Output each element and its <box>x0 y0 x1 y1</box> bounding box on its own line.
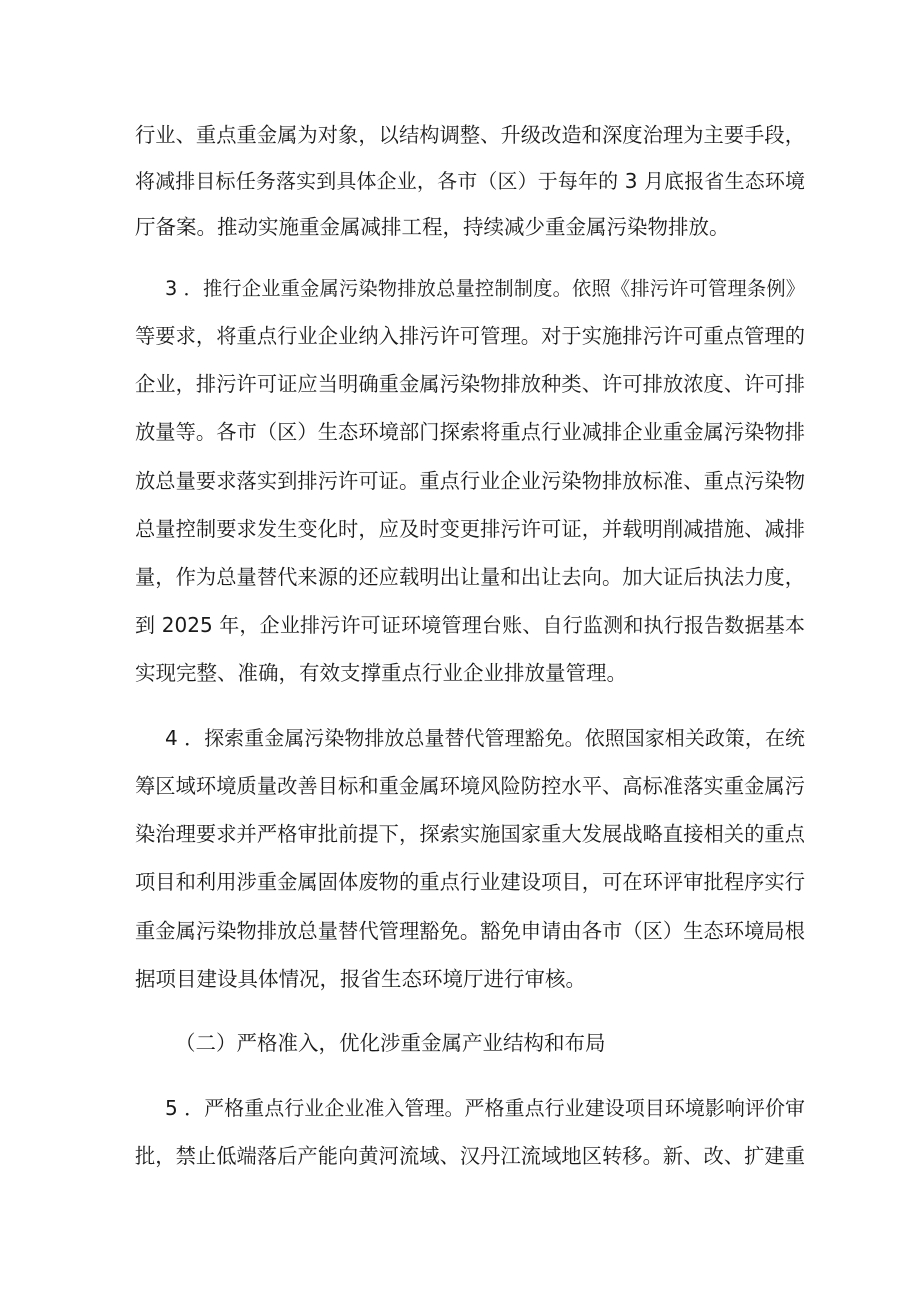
paragraph-line: 行业、重点重金属为对象，以结构调整、升级改造和深度治理为主要手段， <box>135 123 805 147</box>
paragraph-line: 总量控制要求发生变化时，应及时变更排污许可证，并载明削减措施、减排 <box>135 517 805 541</box>
paragraph-line: 放总量要求落实到排污许可证。重点行业企业污染物排放标准、重点污染物 <box>135 469 805 493</box>
paragraph-line: 到 2025 年，企业排污许可证环境管理台账、自行监测和执行报告数据基本 <box>135 613 805 637</box>
paragraph-line: 项目和利用涉重金属固体废物的重点行业建设项目，可在环评审批程序实行 <box>135 870 805 894</box>
paragraph-line: 企业，排污许可证应当明确重金属污染物排放种类、许可排放浓度、许可排 <box>135 372 805 396</box>
paragraph-line: 厅备案。推动实施重金属减排工程，持续减少重金属污染物排放。 <box>135 215 730 239</box>
paragraph-line: 重金属污染物排放总量替代管理豁免。豁免申请由各市（区）生态环境局根 <box>135 919 805 943</box>
paragraph-line: 3 ．推行企业重金属污染物排放总量控制制度。依照《排污许可管理条例》 <box>165 277 805 300</box>
paragraph-line: 筹区域环境质量改善目标和重金属环境风险防控水平、高标准落实重金属污 <box>135 774 805 798</box>
paragraph-line: 实现完整、准确，有效支撑重点行业企业排放量管理。 <box>135 661 627 685</box>
paragraph-line: 放量等。各市（区）生态环境部门探索将重点行业减排企业重金属污染物排 <box>135 420 805 444</box>
paragraph-line: 量，作为总量替代来源的还应载明出让量和出让去向。加大证后执法力度， <box>135 565 805 589</box>
section-heading: （二）严格准入，优化涉重金属产业结构和布局 <box>175 1031 606 1055</box>
paragraph-line: 据项目建设具体情况，报省生态环境厅进行审核。 <box>135 967 586 991</box>
paragraph-line: 染治理要求并严格审批前提下，探索实施国家重大发展战略直接相关的重点 <box>135 822 805 846</box>
paragraph-line: 4 ．探索重金属污染物排放总量替代管理豁免。依照国家相关政策，在统 <box>165 726 805 750</box>
paragraph-line: 将减排目标任务落实到具体企业，各市（区）于每年的 3 月底报省生态环境 <box>135 169 805 193</box>
paragraph-line: 等要求，将重点行业企业纳入排污许可管理。对于实施排污许可重点管理的 <box>135 324 805 348</box>
paragraph-line: 5 ．严格重点行业企业准入管理。严格重点行业建设项目环境影响评价审 <box>165 1096 805 1120</box>
paragraph-line: 批，禁止低端落后产能向黄河流域、汉丹江流域地区转移。新、改、扩建重 <box>135 1144 805 1168</box>
